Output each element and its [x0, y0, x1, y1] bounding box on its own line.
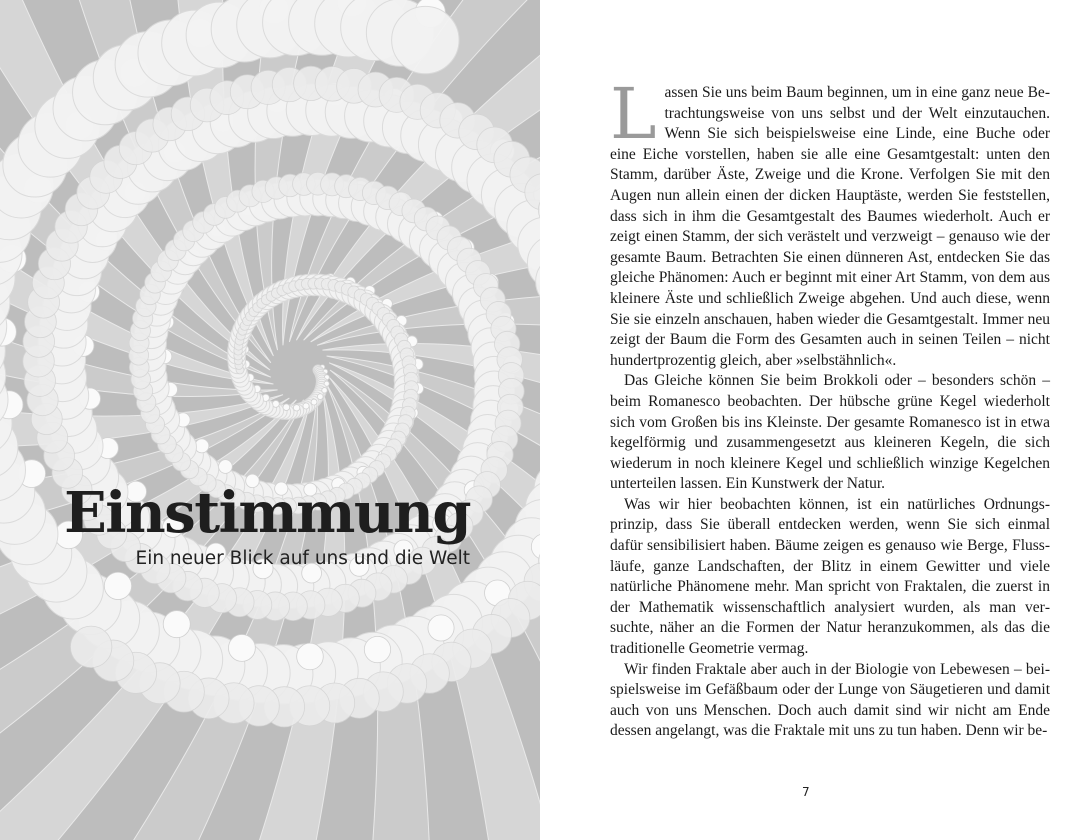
fractal-lace-dot: [70, 626, 111, 667]
fractal-lace-dot: [104, 572, 131, 599]
text-page: [540, 0, 1080, 840]
fractal-lace-dot: [428, 615, 454, 641]
fractal-lace-dot: [283, 404, 290, 411]
paragraph-3: Was wir hier beobachten können, ist ein natürliches Ordnungsprinzip, dass Sie überall entdecken werden, wenn Sie sich einmal dafür sensibilisiert haben. Bäume zeigen es genauso wie Berge, Flussläufe, ganze Landschaften, der Blitz in einem Gewitter und viele natürliche Phänomene mehr. Man spricht von Fraktalen, die zuerst in der Mathematik wissenschaftlich analysiert wurden, als man versuchte, näher an die Formen der Natur heranzukommen, als das die traditionelle Geometrie vermag.: [610, 495, 1050, 658]
chapter-subtitle: Ein neuer Blick auf uns und die Welt: [135, 548, 470, 569]
fractal-lace-dot: [392, 6, 459, 73]
fractal-lace-dot: [297, 643, 324, 670]
paragraph-1-text: assen Sie uns beim Baum beginnen, um in eine ganz neue Betrachtungsweise von uns selbst und der Welt einzutauchen. Wenn Sie sich beispielsweise eine Linde, eine Buche oder eine Eiche vorstellen, haben sie alle eine Gesamtgestalt: unten den Stamm, darüber Äste, Zweige und die Krone. Verfolgen Sie mit den Augen nun allein einen der dicken Hauptäste, werden Sie feststellen, dass sich in ihm die Gesamtgestalt des Baumes wiederholt. Auch er zeigt einen Stamm, der sich verästelt und verzweigt – genauso wie der gesamte Baum. Betrachten Sie einen dünneren Ast, entdecken Sie das gleiche Phänomen: Auch er beginnt mit einer Art Stamm, von dem aus kleinere Äste und schließlich Zweige abgehen. Und auch diese, wenn Sie sie einzeln anschauen, haben wieder die Gesamtgestalt. Immer neu zeigt der Baum die Form des Gesamten auch in seinen Teilen – nicht hundertprozentig gleich, aber »selbstähnlich«.: [610, 84, 1050, 369]
fractal-lace-dot: [293, 405, 299, 411]
fractal-lace-dot: [364, 636, 390, 662]
fractal-lace-dot: [311, 399, 317, 405]
page-number: 7: [802, 785, 810, 799]
chapter-title: Einstimmung: [64, 480, 470, 546]
fractal-lace-dot: [163, 611, 190, 638]
body-text: [610, 73, 1050, 742]
paragraph-1: [610, 73, 1050, 371]
fractal-lace-dot: [228, 635, 255, 662]
fractal-lace-dot: [219, 460, 233, 474]
drop-cap: L: [610, 73, 657, 155]
paragraph-2: Das Gleiche können Sie beim Brokkoli oder – besonders schön – beim Romanesco beobachten. Der hübsche grüne Kegel wiederholt sich vom Großen bis ins Kleinste. Der gesamte Romanesco ist in etwa kegelförmig und zusammengesetzt aus kleineren Kegeln, die sich wiederum in noch kleinere Kegel und schließlich winzige Kegelchen unterteilen lassen. Ein Kunstwerk der Natur.: [610, 372, 1050, 493]
paragraph-4: Wir finden Fraktale aber auch in der Biologie von Lebewesen – beispielsweise im Gefäßbaum oder der Lunge von Säugetieren und damit auch von uns Menschen. Doch auch damit sind wir nicht am Ende dessen angelangt, was die Fraktale mit uns zu tun haben. Denn wir be-: [610, 660, 1050, 740]
fractal-lace-dot: [303, 403, 309, 409]
